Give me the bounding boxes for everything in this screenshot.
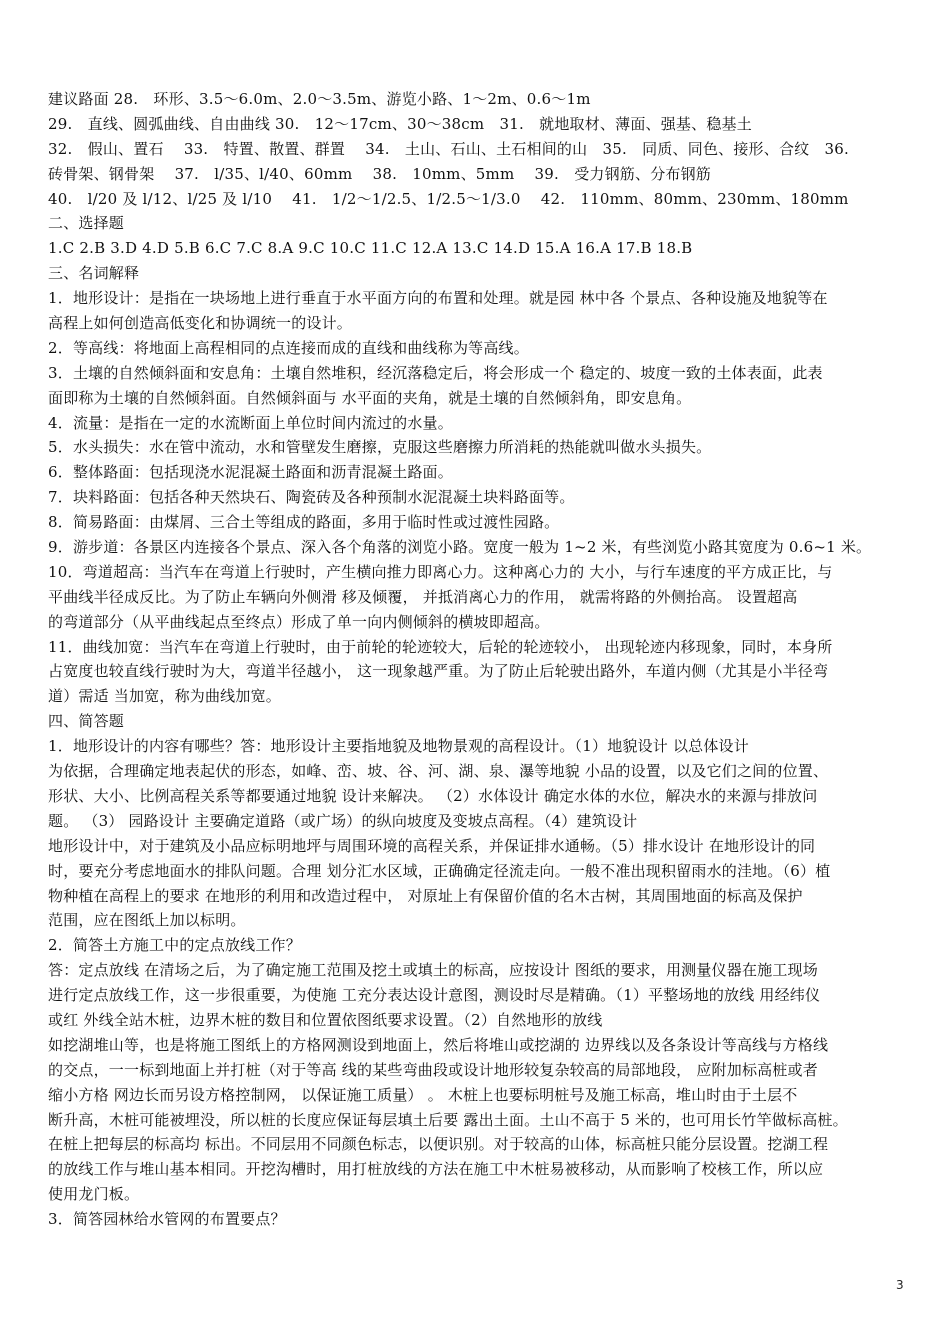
text-line: 断升高，木桩可能被埋没，所以桩的长度应保证每层填土后要 露出土面。土山不高于 5 米的，也可用长竹竿做标高桩。	[48, 1110, 848, 1129]
text-line: 砖骨架、钢骨架 37. l/35、l/40、60mm 38. 10mm、5mm 39. 受力钢筋、分布钢筋	[48, 164, 712, 183]
text-line: 形状、大小、比例高程关系等都要通过地貌 设计来解决。 （2）水体设计 确定水体的水位，解决水的来源与排放问	[48, 786, 818, 805]
text-line: 进行定点放线工作，这一步很重要，为使施 工充分表达设计意图，测设时尽是精确。（1）平整场地的放线 用经纬仪	[48, 986, 821, 1005]
text-line: 10．弯道超高：当汽车在弯道上行驶时，产生横向推力即离心力。这种离心力的 大小，与行车速度的平方成正比，与	[48, 562, 833, 581]
text-line: 7．块料路面：包括各种天然块石、陶瓷砖及各种预制水泥混凝土块料路面等。	[48, 488, 575, 507]
text-line: 缩小方格 网边长而另设方格控制网， 以保证施工质量） 。 木桩上也要标明桩号及施工标高，堆山时由于土层不	[48, 1085, 798, 1104]
text-line: 占宽度也较直线行驶时为大，弯道半径越小， 这一现象越严重。为了防止后轮驶出路外，车道内侧（尤其是小半径弯	[48, 662, 829, 681]
text-line: 为依据，合理确定地表起伏的形态，如峰、峦、坡、谷、河、湖、泉、瀑等地貌 小品的设置，以及它们之间的位置、	[48, 762, 829, 781]
text-line: 2．等高线：将地面上高程相同的点连接而成的直线和曲线称为等高线。	[48, 338, 529, 357]
text-line: 在桩上把每层的标高均 标出。不同层用不同颜色标志，以便识别。对于较高的山体，标高桩只能分层设置。挖湖工程	[48, 1135, 829, 1154]
text-line: 使用龙门板。	[48, 1185, 140, 1204]
text-line: 1．地形设计的内容有哪些？答：地形设计主要指地貌及地物景观的高程设计。（1）地貌设计 以总体设计	[48, 737, 749, 756]
text-line: 面即称为土壤的自然倾斜面。自然倾斜面与 水平面的夹角，就是土壤的自然倾斜角，即安息角。	[48, 388, 692, 407]
text-line: 6．整体路面：包括现浇水泥混凝土路面和沥青混凝土路面。	[48, 463, 453, 482]
text-line: 5．水头损失：水在管中流动，水和管壁发生磨擦，克服这些磨擦力所消耗的热能就叫做水头损失。	[48, 438, 712, 457]
text-line: 地形设计中，对于建筑及小品应标明地坪与周围环境的高程关系，并保证排水通畅。（5）排水设计 在地形设计的同	[48, 836, 816, 855]
text-line: 答：定点放线 在清场之后，为了确定施工范围及挖土或填土的标高，应按设计 图纸的要求，用测量仪器在施工现场	[48, 961, 818, 980]
text-line: 29. 直线、圆弧曲线、自由曲线 30. 12～17cm、30～38cm 31. 就地取材、薄面、强基、稳基土	[48, 114, 752, 133]
text-line: 1.C 2.B 3.D 4.D 5.B 6.C 7.C 8.A 9.C 10.C 11.C 12.A 13.C 14.D 15.A 16.A 17.B 18.B	[48, 239, 693, 258]
text-line: 物种植在高程上的要求 在地形的利用和改造过程中， 对原址上有保留价值的名木古树，其周围地面的标高及保护	[48, 886, 803, 905]
text-line: 的放线工作与堆山基本相同。开挖沟槽时，用打桩放线的方法在施工中木桩易被移动，从而影响了校核工作，所以应	[48, 1160, 824, 1179]
text-line: 平曲线半径成反比。为了防止车辆向外侧滑 移及倾覆， 并抵消离心力的作用， 就需将路的外侧抬高。 设置超高	[48, 587, 798, 606]
text-line: 范围，应在图纸上加以标明。	[48, 911, 246, 930]
text-line: 4．流量：是指在一定的水流断面上单位时间内流过的水量。	[48, 413, 453, 432]
text-line: 时，要充分考虑地面水的排队问题。合理 划分汇水区域，正确确定径流走向。一般不准出现积留雨水的洼地。（6）植	[48, 861, 831, 880]
text-line: 2．简答土方施工中的定点放线工作？	[48, 936, 301, 955]
text-line: 32. 假山、置石 33. 特置、散置、群置 34. 土山、石山、土石相间的山 35. 同质、同色、接形、合纹 36.	[48, 139, 850, 158]
text-line: 如挖湖堆山等，也是将施工图纸上的方格网测设到地面上，然后将堆山或挖湖的 边界线以及各条设计等高线与方格线	[48, 1035, 829, 1054]
text-line: 或红 外线全站木桩，边界木桩的数目和位置依图纸要求设置。（2）自然地形的放线	[48, 1010, 603, 1029]
text-line: 道）需适 当加宽，称为曲线加宽。	[48, 687, 281, 706]
text-line: 8．简易路面：由煤屑、三合土等组成的路面，多用于临时性或过渡性园路。	[48, 513, 560, 532]
text-line: 建议路面 28. 环形、3.5～6.0m、2.0～3.5m、游览小路、1～2m、0.6～1m	[48, 90, 591, 108]
text-line: 题。 （3） 园路设计 主要确定道路（或广场）的纵向坡度及变坡点高程。（4）建筑设计	[48, 811, 638, 830]
document-body	[48, 87, 906, 1232]
section-heading: 二、选择题	[48, 214, 125, 233]
section-heading: 四、简答题	[48, 712, 125, 731]
section-heading: 三、名词解释	[48, 264, 140, 283]
text-line: 3．简答园林给水管网的布置要点？	[48, 1210, 286, 1229]
text-line: 1．地形设计：是指在一块场地上进行垂直于水平面方向的布置和处理。就是园 林中各 个景点、各种设施及地貌等在	[48, 289, 828, 308]
text-line: 的弯道部分（从平曲线起点至终点）形成了单一向内侧倾斜的横坡即超高。	[48, 612, 550, 631]
page-number: 3	[896, 1278, 904, 1292]
text-line: 的交点，一一标到地面上并打桩（对于等高 线的某些弯曲段或设计地形较复杂较高的局部地段， 应附加标高桩或者	[48, 1060, 818, 1079]
text-line: 3．土壤的自然倾斜面和安息角：土壤自然堆积，经沉落稳定后，将会形成一个 稳定的、坡度一致的土体表面，此表	[48, 363, 823, 382]
text-line: 9．游步道：各景区内连接各个景点、深入各个角落的浏览小路。宽度一般为 1~2 米，有些浏览小路其宽度为 0.6~1 米。	[48, 538, 872, 557]
text-line: 11．曲线加宽：当汽车在弯道上行驶时，由于前轮的轮迹较大，后轮的轮迹较小， 出现轮迹内移现象，同时，本身所	[48, 637, 833, 656]
text-line: 40. l/20 及 l/12、l/25 及 l/10 41. 1/2～1/2.5、1/2.5～1/3.0 42. 110mm、80mm、230mm、180mm	[48, 189, 849, 208]
text-line: 高程上如何创造高低变化和协调统一的设计。	[48, 314, 353, 333]
